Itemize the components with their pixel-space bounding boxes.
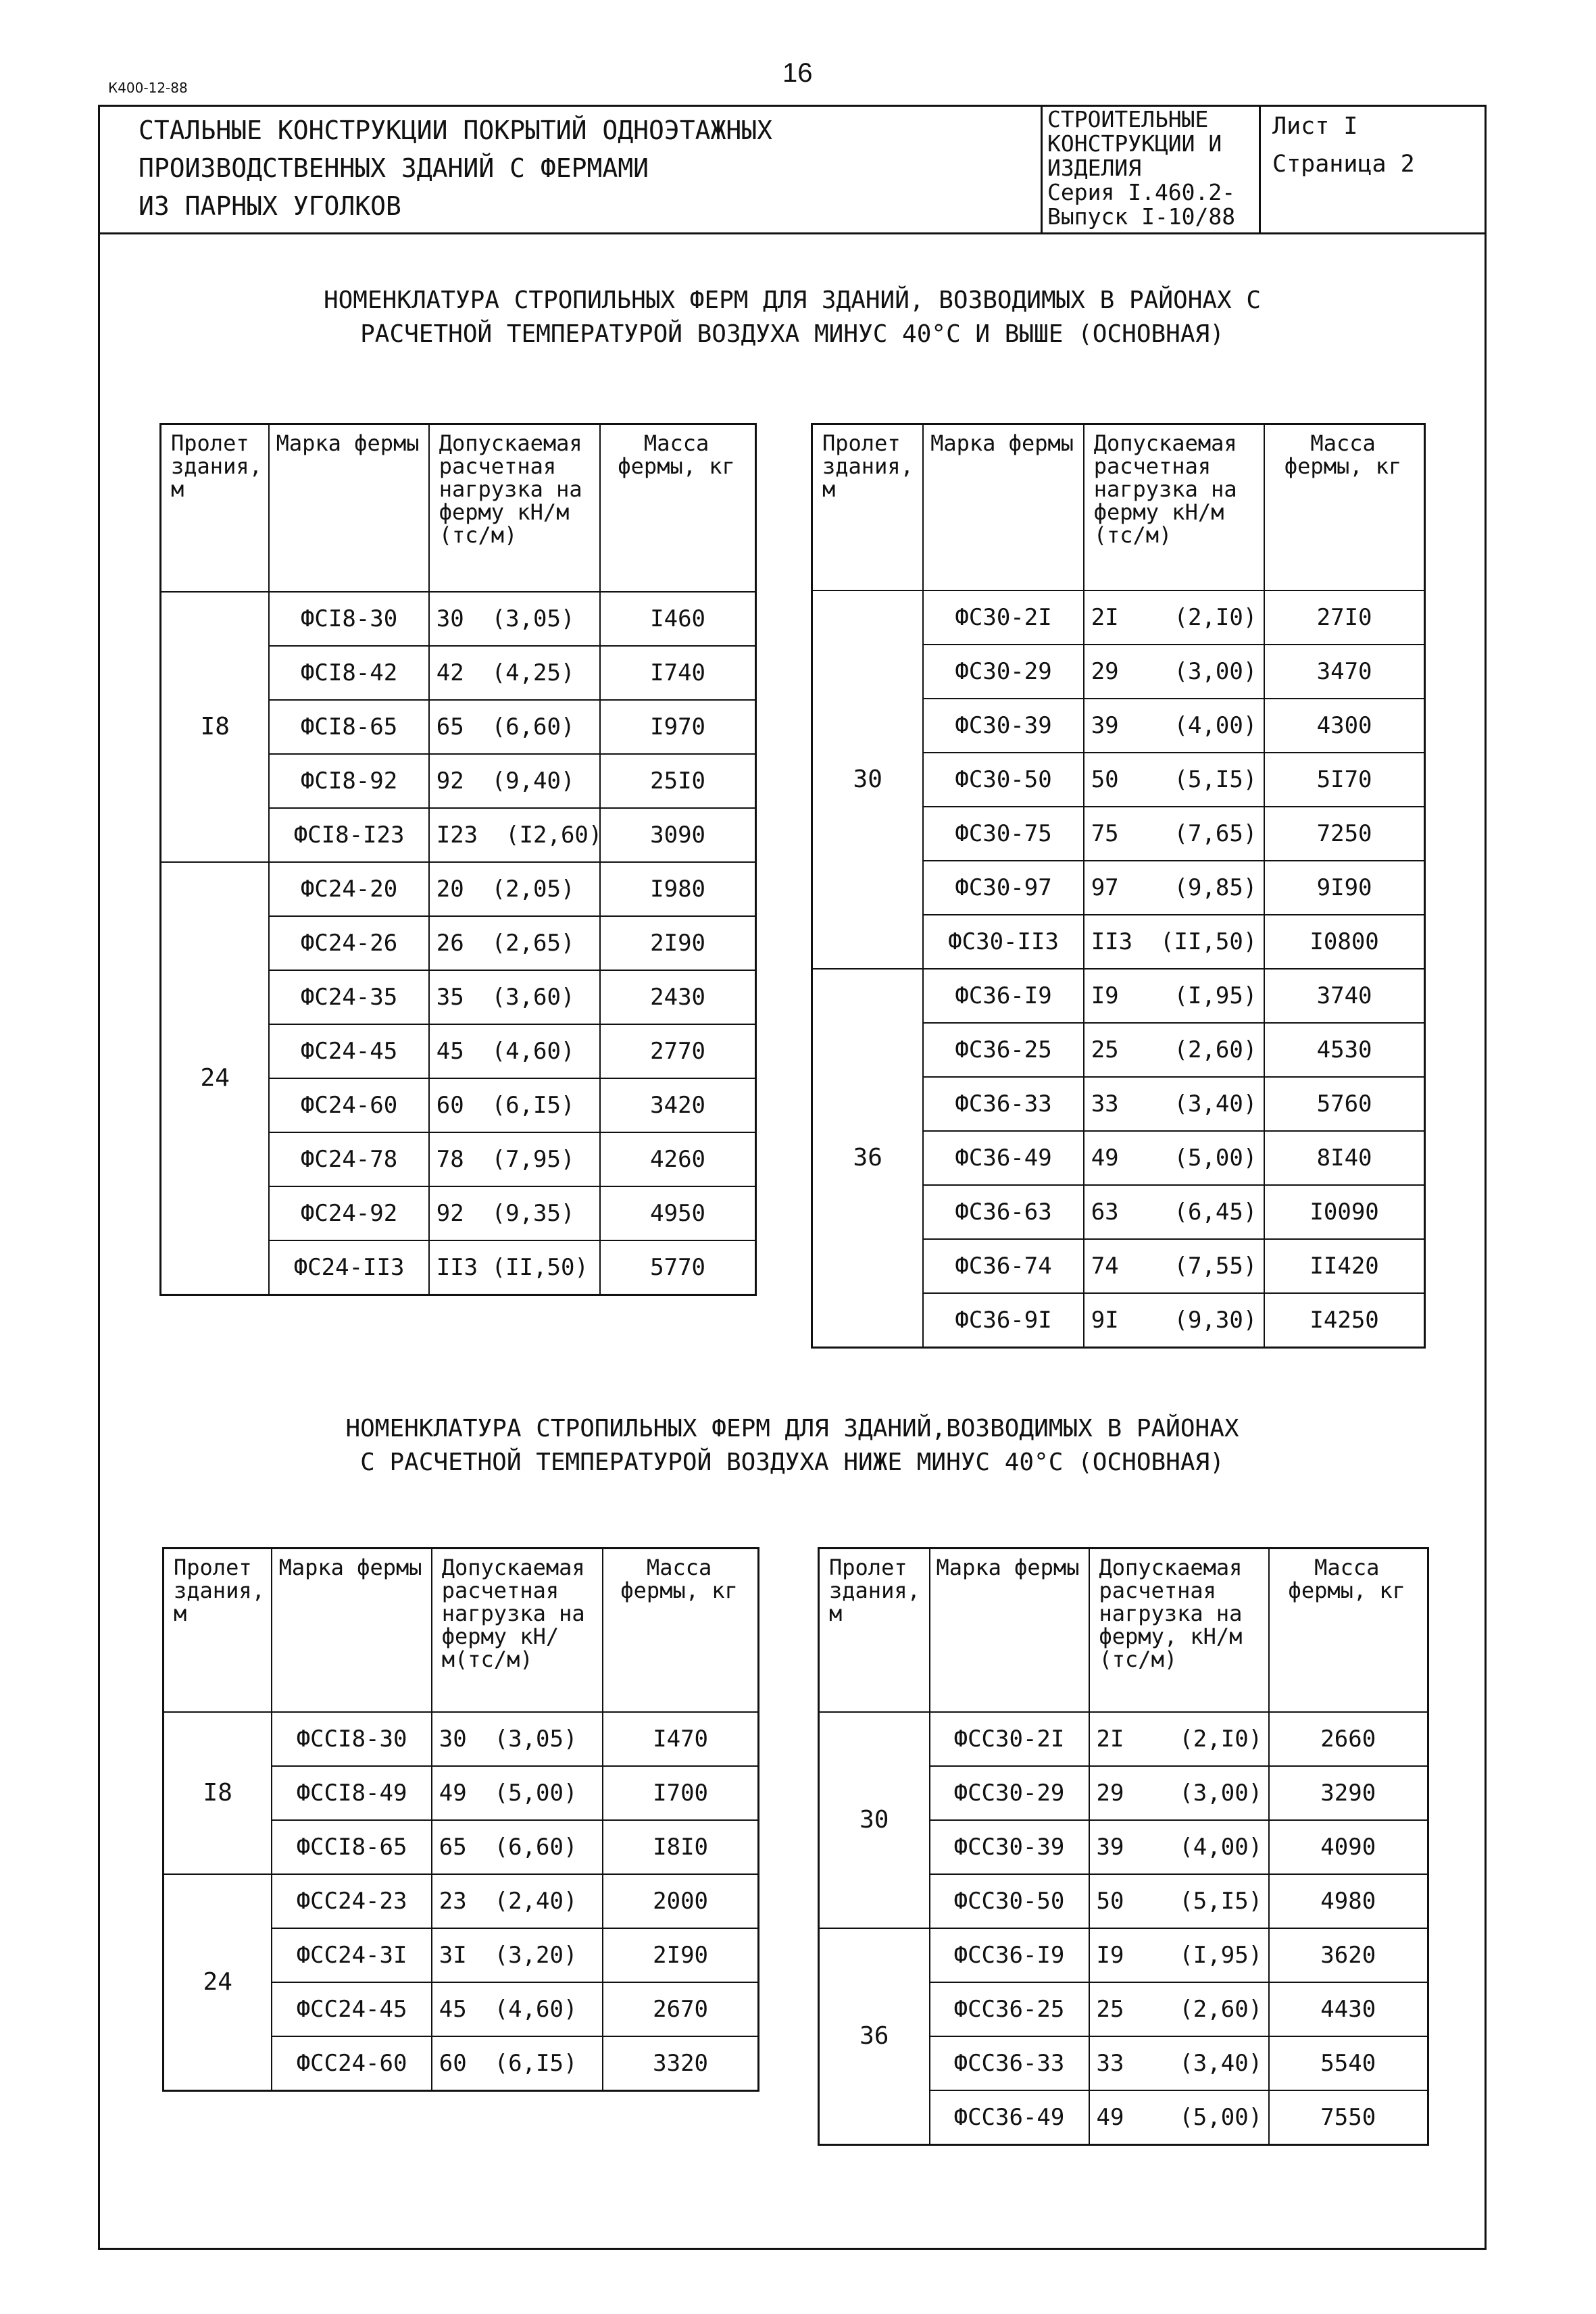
span-column-header: Пролет здания, м [161, 424, 270, 592]
load-cell: 9I (9,30) [1084, 1293, 1264, 1348]
mark-cell: ФС36-25 [923, 1023, 1083, 1077]
mass-cell: 9I90 [1264, 861, 1424, 915]
load-cell: 20 (2,05) [429, 862, 600, 916]
mass-cell: 3290 [1269, 1766, 1428, 1820]
load-cell: 3I (3,20) [432, 1928, 603, 1982]
table-row [819, 1928, 1428, 1982]
document-title-line: ПРОИЗВОДСТВЕННЫХ ЗДАНИЙ С ФЕРМАМИ [139, 153, 649, 183]
load-cell: 2I (2,I0) [1084, 590, 1264, 645]
mark-cell: ФСС36-I9 [930, 1928, 1089, 1982]
load-cell: II3 (II,50) [1084, 915, 1264, 969]
mass-cell: 4980 [1269, 1874, 1428, 1928]
mass-cell: 4530 [1264, 1023, 1424, 1077]
mark-column-header: Марка фермы [269, 424, 428, 592]
mass-cell: 2660 [1269, 1712, 1428, 1766]
mark-cell: ФСС30-2I [930, 1712, 1089, 1766]
mark-cell: ФСС36-49 [930, 2090, 1089, 2145]
load-column-header: Допускаемая расчетная нагрузка на ферму, кН/м (тс/м) [1089, 1549, 1269, 1712]
load-cell: 26 (2,65) [429, 916, 600, 970]
table-header-row [164, 1549, 759, 1712]
truss-table-s2-left [162, 1547, 759, 2092]
load-cell: 92 (9,40) [429, 754, 600, 808]
truss-table-s1-right [811, 423, 1426, 1349]
mass-cell: 25I0 [600, 754, 755, 808]
load-cell: 42 (4,25) [429, 646, 600, 700]
mass-cell: 3620 [1269, 1928, 1428, 1982]
mass-cell: 3420 [600, 1078, 755, 1132]
span-cell: I8 [164, 1712, 272, 1874]
mass-column-header: Масса фермы, кг [600, 424, 755, 592]
mass-cell: I970 [600, 700, 755, 754]
load-cell: 29 (3,00) [1089, 1766, 1269, 1820]
mass-cell: 2000 [603, 1874, 758, 1928]
mark-cell: ФС24-78 [269, 1132, 428, 1186]
mark-cell: ФСС36-33 [930, 2036, 1089, 2090]
mark-cell: ФС24-20 [269, 862, 428, 916]
load-cell: 25 (2,60) [1084, 1023, 1264, 1077]
series-line: Серия I.460.2- [1047, 179, 1236, 205]
mass-cell: I740 [600, 646, 755, 700]
mark-cell: ФС36-49 [923, 1131, 1083, 1185]
mark-cell: ФС24-60 [269, 1078, 428, 1132]
table-row [819, 1712, 1428, 1766]
mark-cell: ФСI8-92 [269, 754, 428, 808]
load-cell: 45 (4,60) [429, 1024, 600, 1078]
mass-cell: 5770 [600, 1240, 755, 1295]
mass-cell: 8I40 [1264, 1131, 1424, 1185]
mark-cell: ФС36-63 [923, 1185, 1083, 1239]
mark-cell: ФСС30-29 [930, 1766, 1089, 1820]
document-title-line: ИЗ ПАРНЫХ УГОЛКОВ [139, 191, 401, 221]
mass-column-header: Масса фермы, кг [1264, 424, 1424, 590]
mass-cell: 4300 [1264, 699, 1424, 753]
table-row [812, 590, 1425, 645]
mass-column-header: Масса фермы, кг [603, 1549, 758, 1712]
load-cell: 92 (9,35) [429, 1186, 600, 1240]
mark-cell: ФС30-29 [923, 645, 1083, 699]
mass-cell: 2670 [603, 1982, 758, 2036]
load-cell: 49 (5,00) [1089, 2090, 1269, 2145]
mark-cell: ФС36-I9 [923, 969, 1083, 1023]
mass-cell: 4260 [600, 1132, 755, 1186]
series-line: Выпуск I-10/88 [1047, 203, 1236, 230]
document-title-line: СТАЛЬНЫЕ КОНСТРУКЦИИ ПОКРЫТИЙ ОДНОЭТАЖНЫХ [139, 116, 772, 145]
mass-cell: 5760 [1264, 1077, 1424, 1131]
load-cell: 45 (4,60) [432, 1982, 603, 2036]
load-cell: 33 (3,40) [1089, 2036, 1269, 2090]
table-row [161, 862, 756, 916]
section2-heading-line: НОМЕНКЛАТУРА СТРОПИЛЬНЫХ ФЕРМ ДЛЯ ЗДАНИЙ,ВОЗВОДИМЫХ В РАЙОНАХ [345, 1415, 1239, 1442]
mass-cell: 5540 [1269, 2036, 1428, 2090]
load-cell: 49 (5,00) [1084, 1131, 1264, 1185]
load-cell: 33 (3,40) [1084, 1077, 1264, 1131]
mark-cell: ФСI8-42 [269, 646, 428, 700]
series-line: СТРОИТЕЛЬНЫЕ [1047, 106, 1209, 132]
table-header-row [819, 1549, 1428, 1712]
mark-cell: ФСС30-39 [930, 1820, 1089, 1874]
title-block-divider [1259, 105, 1261, 232]
table-row [161, 592, 756, 646]
title-block [98, 105, 1487, 234]
mass-cell: 3320 [603, 2036, 758, 2091]
mass-cell: 2770 [600, 1024, 755, 1078]
mass-cell: I700 [603, 1766, 758, 1820]
mass-cell: 27I0 [1264, 590, 1424, 645]
load-cell: 39 (4,00) [1084, 699, 1264, 753]
mass-cell: 2I90 [600, 916, 755, 970]
load-cell: 60 (6,I5) [432, 2036, 603, 2091]
load-cell: II3 (II,50) [429, 1240, 600, 1295]
series-info [1047, 107, 1250, 229]
section2-heading-line: С РАСЧЕТНОЙ ТЕМПЕРАТУРОЙ ВОЗДУХА НИЖЕ МИНУС 40°С (ОСНОВНАЯ) [360, 1449, 1224, 1476]
load-cell: 35 (3,60) [429, 970, 600, 1024]
mark-cell: ФС30-75 [923, 807, 1083, 861]
mass-cell: I0090 [1264, 1185, 1424, 1239]
series-line: КОНСТРУКЦИИ И [1047, 130, 1222, 157]
mark-column-header: Марка фермы [923, 424, 1083, 590]
mass-cell: I8I0 [603, 1820, 758, 1874]
mark-cell: ФССI8-30 [272, 1712, 431, 1766]
load-cell: I9 (I,95) [1084, 969, 1264, 1023]
mass-cell: I470 [603, 1712, 758, 1766]
mark-cell: ФСС30-50 [930, 1874, 1089, 1928]
span-cell: 24 [164, 1874, 272, 2091]
mass-cell: 4430 [1269, 1982, 1428, 2036]
table-row [164, 1874, 759, 1928]
span-cell: 36 [812, 969, 924, 1348]
load-cell: 63 (6,45) [1084, 1185, 1264, 1239]
mark-cell: ФС30-II3 [923, 915, 1083, 969]
document-title [139, 111, 1125, 225]
load-cell: 65 (6,60) [432, 1820, 603, 1874]
mass-cell: I4250 [1264, 1293, 1424, 1348]
mass-cell: 4950 [600, 1186, 755, 1240]
mass-cell: 3090 [600, 808, 755, 862]
section1-heading-line: РАСЧЕТНОЙ ТЕМПЕРАТУРОЙ ВОЗДУХА МИНУС 40°С И ВЫШЕ (ОСНОВНАЯ) [360, 320, 1224, 348]
load-cell: 97 (9,85) [1084, 861, 1264, 915]
span-column-header: Пролет здания, м [164, 1549, 272, 1712]
load-cell: 30 (3,05) [429, 592, 600, 646]
mark-cell: ФССI8-49 [272, 1766, 431, 1820]
mark-cell: ФСI8-65 [269, 700, 428, 754]
mark-cell: ФС30-50 [923, 753, 1083, 807]
load-cell: 30 (3,05) [432, 1712, 603, 1766]
mass-cell: 5I70 [1264, 753, 1424, 807]
mark-cell: ФСС24-60 [272, 2036, 431, 2091]
mark-cell: ФС30-39 [923, 699, 1083, 753]
load-cell: 74 (7,55) [1084, 1239, 1264, 1293]
span-cell: 30 [812, 590, 924, 969]
mass-cell: I460 [600, 592, 755, 646]
mark-cell: ФС36-33 [923, 1077, 1083, 1131]
mass-cell: 2I90 [603, 1928, 758, 1982]
load-cell: 49 (5,00) [432, 1766, 603, 1820]
table-row [812, 969, 1425, 1023]
mark-cell: ФС30-97 [923, 861, 1083, 915]
truss-table-s2-right [818, 1547, 1429, 2146]
mass-cell: 3740 [1264, 969, 1424, 1023]
load-cell: 50 (5,I5) [1089, 1874, 1269, 1928]
page-number: 16 [782, 58, 813, 88]
span-column-header: Пролет здания, м [819, 1549, 930, 1712]
section1-heading [98, 284, 1487, 351]
mark-cell: ФСС24-3I [272, 1928, 431, 1982]
mark-cell: ФС24-45 [269, 1024, 428, 1078]
load-cell: 50 (5,I5) [1084, 753, 1264, 807]
series-line: ИЗДЕЛИЯ [1047, 155, 1142, 181]
mark-cell: ФСС24-23 [272, 1874, 431, 1928]
load-cell: 29 (3,00) [1084, 645, 1264, 699]
load-cell: 25 (2,60) [1089, 1982, 1269, 2036]
mass-cell: 4090 [1269, 1820, 1428, 1874]
mark-cell: ФС24-II3 [269, 1240, 428, 1295]
section2-heading [98, 1412, 1487, 1480]
load-cell: 60 (6,I5) [429, 1078, 600, 1132]
mark-cell: ФСI8-30 [269, 592, 428, 646]
load-cell: 39 (4,00) [1089, 1820, 1269, 1874]
sheet-info [1272, 107, 1475, 183]
load-cell: I9 (I,95) [1089, 1928, 1269, 1982]
truss-table-s1-left [159, 423, 757, 1296]
load-column-header: Допускаемая расчетная нагрузка на ферму кН/м(тс/м) [432, 1549, 603, 1712]
mark-cell: ФС24-35 [269, 970, 428, 1024]
mass-cell: 3470 [1264, 645, 1424, 699]
mark-cell: ФС36-9I [923, 1293, 1083, 1348]
load-cell: 23 (2,40) [432, 1874, 603, 1928]
mark-cell: ФСС36-25 [930, 1982, 1089, 2036]
mass-cell: 7550 [1269, 2090, 1428, 2145]
table-header-row [812, 424, 1425, 590]
mark-column-header: Марка фермы [930, 1549, 1089, 1712]
load-cell: 2I (2,I0) [1089, 1712, 1269, 1766]
mass-cell: I0800 [1264, 915, 1424, 969]
mark-cell: ФС36-74 [923, 1239, 1083, 1293]
mark-column-header: Марка фермы [272, 1549, 431, 1712]
span-cell: 30 [819, 1712, 930, 1928]
mark-cell: ФСС24-45 [272, 1982, 431, 2036]
mass-cell: 2430 [600, 970, 755, 1024]
load-cell: I23 (I2,60) [429, 808, 600, 862]
table-row [164, 1712, 759, 1766]
mark-cell: ФССI8-65 [272, 1820, 431, 1874]
span-cell: 36 [819, 1928, 930, 2145]
sheet-page: Страница 2 [1272, 151, 1415, 178]
span-column-header: Пролет здания, м [812, 424, 924, 590]
mass-cell: I980 [600, 862, 755, 916]
table-header-row [161, 424, 756, 592]
mass-cell: II420 [1264, 1239, 1424, 1293]
mark-cell: ФСI8-I23 [269, 808, 428, 862]
load-column-header: Допускаемая расчетная нагрузка на ферму кН/м (тс/м) [429, 424, 600, 592]
load-cell: 65 (6,60) [429, 700, 600, 754]
mass-column-header: Масса фермы, кг [1269, 1549, 1428, 1712]
load-cell: 75 (7,65) [1084, 807, 1264, 861]
section1-heading-line: НОМЕНКЛАТУРА СТРОПИЛЬНЫХ ФЕРМ ДЛЯ ЗДАНИЙ, ВОЗВОДИМЫХ В РАЙОНАХ С [323, 286, 1262, 314]
load-cell: 78 (7,95) [429, 1132, 600, 1186]
mark-cell: ФС30-2I [923, 590, 1083, 645]
mark-cell: ФС24-92 [269, 1186, 428, 1240]
span-cell: 24 [161, 862, 270, 1295]
span-cell: I8 [161, 592, 270, 862]
mass-cell: 7250 [1264, 807, 1424, 861]
document-code-stamp: К400-12-88 [108, 80, 188, 96]
sheet-number: Лист I [1272, 113, 1358, 140]
load-column-header: Допускаемая расчетная нагрузка на ферму кН/м (тс/м) [1084, 424, 1264, 590]
mark-cell: ФС24-26 [269, 916, 428, 970]
